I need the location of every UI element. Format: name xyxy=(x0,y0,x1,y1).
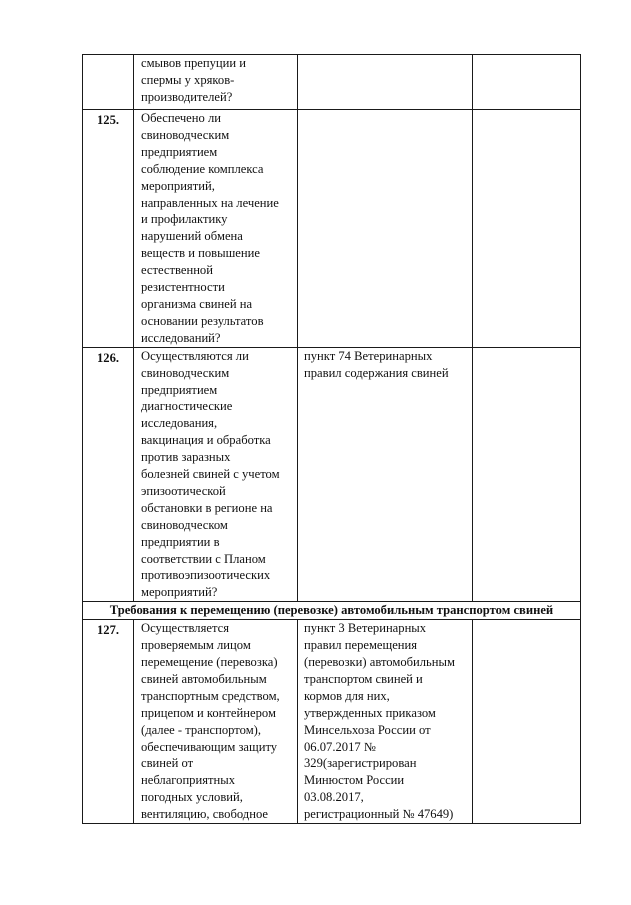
table-row xyxy=(83,55,581,110)
reference-text xyxy=(298,110,473,348)
checklist-table xyxy=(82,54,581,824)
question-text: Осуществляются ли свиноводческим предприятием диагностические исследования, вакцинация и обработка против заразных болезней свиней с учетом эпизоотической обстановки в регионе на свиноводческом предприятии в соответствии с Планом противоэпизоотических мероприятий? xyxy=(134,347,298,602)
question-text: Обеспечено ли свиноводческим предприятием соблюдение комплекса мероприятий, направленных на лечение и профилактику нарушений обмена веществ и повышение естественной резистентности организма свиней на основании результатов исследований? xyxy=(134,110,298,348)
row-number xyxy=(83,55,134,110)
mark-cell xyxy=(473,620,581,824)
section-heading-row xyxy=(83,602,581,620)
mark-cell xyxy=(473,110,581,348)
table-row xyxy=(83,110,581,348)
mark-cell xyxy=(473,347,581,602)
question-text: смывов препуции и спермы у хряков- производителей? xyxy=(134,55,298,110)
table-row xyxy=(83,347,581,602)
reference-text: пункт 3 Ветеринарных правил перемещения (перевозки) автомобильным транспортом свиней и кормов для них, утвержденных приказом Минсельхоза России от 06.07.2017 № 329(зарегистрирован Минюстом России 03.08.2017, регистрационный № 47649) xyxy=(298,620,473,824)
mark-cell xyxy=(473,55,581,110)
row-number: 125. xyxy=(83,110,134,348)
reference-text: пункт 74 Ветеринарных правил содержания свиней xyxy=(298,347,473,602)
reference-text xyxy=(298,55,473,110)
row-number: 127. xyxy=(83,620,134,824)
question-text: Осуществляется проверяемым лицом перемещение (перевозка) свиней автомобильным транспортным средством, прицепом и контейнером (далее - транспортом), обеспечивающим защиту свиней от неблагоприятных погодных условий, вентиляцию, свободное xyxy=(134,620,298,824)
row-number: 126. xyxy=(83,347,134,602)
section-title: Требования к перемещению (перевозке) автомобильным транспортом свиней xyxy=(83,602,581,620)
table-row xyxy=(83,620,581,824)
